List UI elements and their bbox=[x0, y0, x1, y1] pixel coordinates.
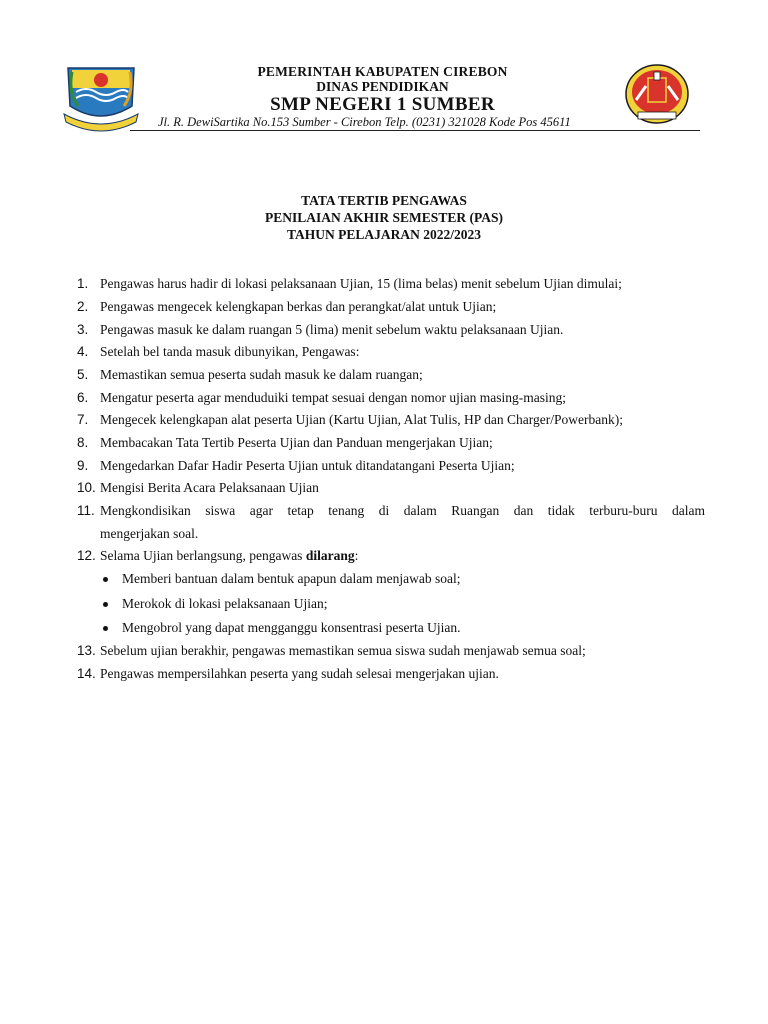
government-name: PEMERINTAH KABUPATEN CIREBON bbox=[257, 64, 508, 79]
emphasis-prohibited: dilarang bbox=[305, 548, 355, 563]
cirebon-regency-crest-icon bbox=[62, 62, 140, 134]
document-title: TATA TERTIB PENGAWAS bbox=[301, 193, 467, 208]
document-subtitle: PENILAIAN AKHIR SEMESTER (PAS) bbox=[265, 210, 503, 225]
document-page: PEMERINTAH KABUPATEN CIREBON DINAS PENDIDIKAN SMP NEGERI 1 SUMBER Jl. R. DewiSartika No.153 Sumber - Cirebon Telp. (0231) 321028 Kode Pos 45611 TATA TERTIB PENGAWAS PENILAIAN AKHIR SEMESTER (PAS) TAHUN PELAJARAN 2022/2023 1. Pengawas harus hadir di lokasi pelaksanaan Ujian, 15 (lima belas) menit sebelum Ujian dimulai; 2. Pengawas mengecek kelengkapan berkas dan perangkat/alat untuk Ujian; 3. Pengawas masuk ke dalam ruangan 5 (lima) menit sebelum waktu pelaksanaan Ujian. 4. Setelah bel tanda masuk dibunyikan, Pengawas: 5. Memastikan semua peserta sudah masuk ke dalam ruangan; 6. Mengatur peserta agar menduduiki tempat sesuai dengan nomor ujian masing-masing; 7. Mengecek kelengkapan alat peserta Ujian (Kartu Ujian, Alat Tulis, HP dan Charger/Powerbank); 8. Membacakan Tata Tertib Peserta Ujian dan Panduan mengerjakan Ujian; 9. Mengedarkan Dafar Hadir Peserta Ujian untuk ditandatangani Peserta Ujian; 10. Mengisi Berita Acara Pelaksanaan Ujian 11. Mengkondisikan siswa agar tetap tenang di dalam Ruangan dan tidak terburu-buru dalam mengerjakan soal. 12. Selama Ujian berlangsung, pengawas dilarang: Memberi bantuan dalam bentuk apapun dalam menjawab soal; Merokok di lokasi pelaksanaan Ujian; Mengobrol yang dapat mengganggu konsentrasi peserta Ujian. 13. Sebelum ujian berakhir, pengawas memastikan semua siswa sudah menjawab semua soal; 14. Pengawas mempersilahkan peserta yang sudah selesai mengerjakan ujian. bbox=[0, 0, 768, 1024]
bullet-icon bbox=[103, 602, 108, 607]
department-name: DINAS PENDIDIKAN bbox=[316, 79, 449, 94]
bullet-icon bbox=[103, 626, 108, 631]
bullet-icon bbox=[103, 577, 108, 582]
school-emblem-icon bbox=[624, 64, 690, 126]
letterhead-divider bbox=[130, 130, 700, 131]
school-address: Jl. R. DewiSartika No.153 Sumber - Cirebon Telp. (0231) 321028 Kode Pos 45611 bbox=[158, 115, 571, 129]
academic-year: TAHUN PELAJARAN 2022/2023 bbox=[286, 227, 481, 242]
school-name: SMP NEGERI 1 SUMBER bbox=[270, 94, 495, 115]
